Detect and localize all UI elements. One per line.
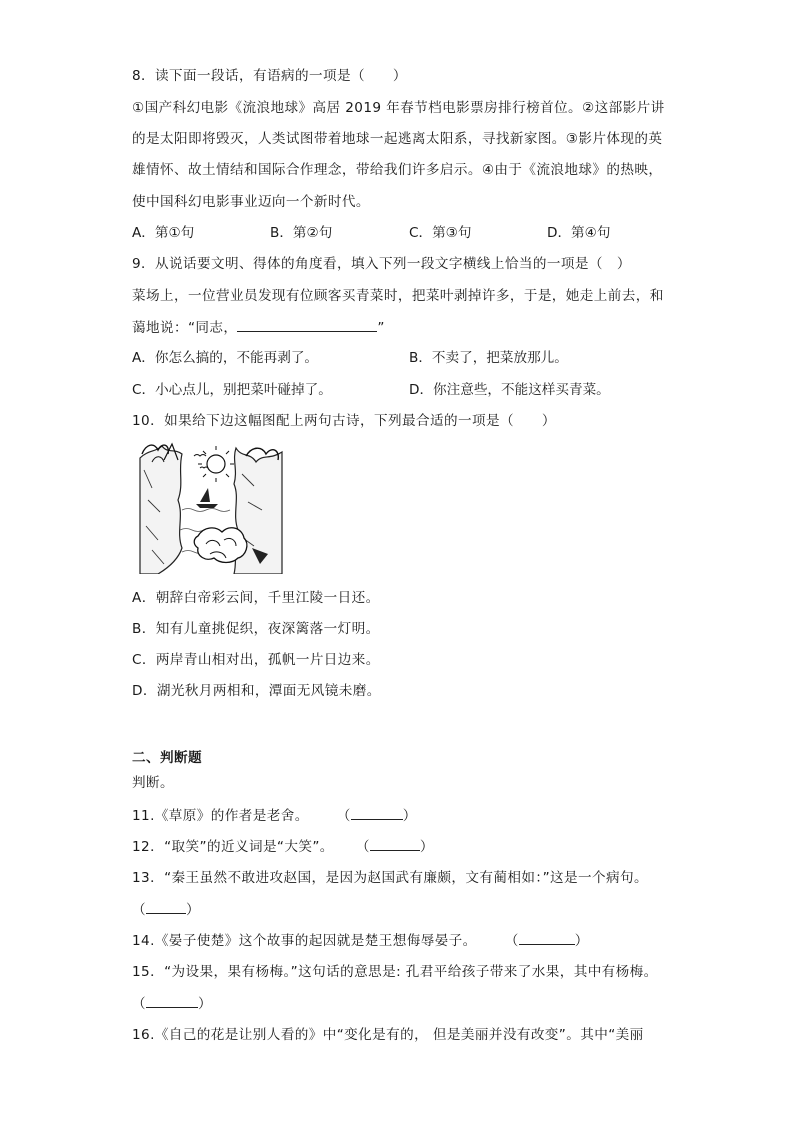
q9-passage-line-2 [132,317,385,338]
judge-item-13-text: 13．“秦王虽然不敢进攻赵国，是因为赵国武有廉颇，文有蔺相如：”这是一个病句。 [132,870,648,886]
q9-option-c: C．小心点儿，别把菜叶碰掉了。 [132,382,332,398]
judge-item-12-paren-open: （ [355,839,370,855]
judge-item-14-paren-close: ） [574,933,589,949]
q8-option-d: D．第④句 [547,225,611,241]
q8-passage-line-3: 雄情怀、故土情结和国际合作理念，带给我们许多启示。④由于《流浪地球》的热映， [132,162,663,178]
judge-item-13-blank[interactable] [146,899,186,914]
section-2-instruction: 判断。 [132,775,174,791]
q10-option-b: B．知有儿童挑促织，夜深篱落一灯明。 [132,621,380,637]
judge-item-11-paren-open: （ [336,808,351,824]
q10-option-a: A．朝辞白帝彩云间，千里江陵一日还。 [132,590,380,606]
judge-item-14-paren-open: （ [504,933,519,949]
judge-item-12-blank[interactable] [370,836,420,851]
q9-passage-post: ” [377,320,385,336]
judge-item-13-answer [132,899,200,920]
q9-stem: 9．从说话要文明、得体的角度看，填入下列一段文字横线上恰当的一项是（ ） [132,256,631,272]
judge-item-12-paren-close: ） [419,839,434,855]
section-2-title: 二、判断题 [132,750,202,766]
q9-passage-line-1: 菜场上，一位营业员发现有位顾客买青菜时，把菜叶剥掉许多，于是，她走上前去，和 [132,288,664,304]
judge-item-12-text: 12．“取笑”的近义词是“大笑”。 [132,839,334,855]
judge-item-11-text: 11.《草原》的作者是老舍。 [132,808,309,824]
judge-item-16-text: 16.《自己的花是让别人看的》中“变化是有的， 但是美丽并没有改变”。其中“美丽 [132,1027,644,1043]
q9-option-a: A．你怎么搞的，不能再剥了。 [132,350,319,366]
judge-item-15-answer [132,993,212,1014]
q8-option-b: B．第②句 [270,225,333,241]
judge-item-14-text: 14.《晏子使楚》这个故事的起因就是楚王想侮辱晏子。 [132,933,477,949]
judge-item-13-paren-close: ） [186,902,200,918]
q8-option-a: A．第①句 [132,225,195,241]
q8-option-c: C．第③句 [409,225,472,241]
q8-passage-line-1: ①国产科幻电影《流浪地球》高居 2019 年春节档电影票房排行榜首位。②这部影片讲 [132,100,665,116]
judge-item-14-blank[interactable] [519,930,575,945]
q9-passage-pre: 蔼地说：“同志， [132,320,238,336]
judge-item-15-paren-open: （ [132,996,146,1012]
q8-passage-line-4: 使中国科幻电影事业迈向一个新时代。 [132,194,370,210]
judge-item-11-paren-close: ） [402,808,417,824]
judge-item-15-paren-close: ） [198,996,212,1012]
judge-item-11-blank[interactable] [351,805,403,820]
judge-item-14 [132,930,589,951]
q9-option-b: B．不卖了，把菜放那儿。 [409,350,568,366]
q10-option-d: D．湖光秋月两相和，潭面无风镜未磨。 [132,683,381,699]
judge-item-15-blank[interactable] [146,993,198,1008]
q8-stem: 8．读下面一段话，有语病的一项是（ ） [132,68,407,84]
judge-item-13-paren-open: （ [132,902,146,918]
q10-stem: 10．如果给下边这幅图配上两句古诗，下列最合适的一项是（ ） [132,413,556,429]
q10-option-c: C．两岸青山相对出，孤帆一片日边来。 [132,652,380,668]
q8-passage-line-2: 的是太阳即将毁灭，人类试图带着地球一起逃离太阳系，寻找新家图。③影片体现的英 [132,131,663,147]
judge-item-15-text: 15．“为设果，果有杨梅。”这句话的意思是: 孔君平给孩子带来了水果，其中有杨梅。 [132,964,658,980]
judge-item-12 [132,836,434,857]
q10-illustration [138,440,284,574]
q9-option-d: D．你注意些，不能这样买青菜。 [409,382,610,398]
judge-item-11 [132,805,417,826]
q9-answer-blank[interactable] [237,317,377,332]
